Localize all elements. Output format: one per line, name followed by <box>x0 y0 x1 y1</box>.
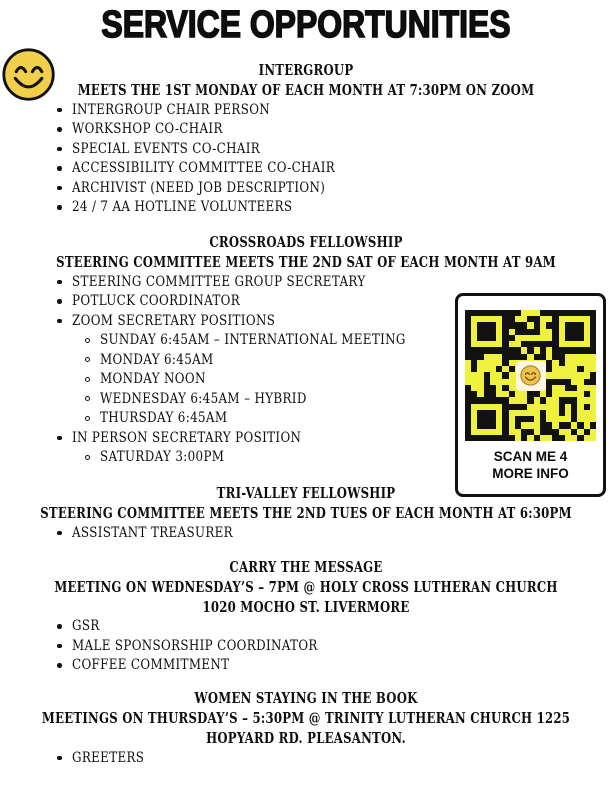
circle-bullet-icon <box>85 455 90 460</box>
position-list <box>0 523 612 543</box>
section-title: WOMEN STAYING IN THE BOOK <box>194 689 418 707</box>
bullet-icon <box>57 756 62 761</box>
bullet-icon <box>57 436 62 441</box>
list-subitem: THURSDAY 6:45AM <box>85 409 612 429</box>
circle-bullet-icon <box>85 416 90 421</box>
list-item: ASSISTANT TREASURER <box>57 523 612 543</box>
section-title: CROSSROADS FELLOWSHIP <box>209 233 403 251</box>
section-subtitle: STEERING COMMITTEE MEETS THE 2ND TUES OF EACH MONTH AT 6:30PM <box>40 504 572 522</box>
circle-bullet-icon <box>85 377 90 382</box>
section-title: INTERGROUP <box>258 61 354 79</box>
section-title: TRI-VALLEY FELLOWSHIP <box>216 484 396 502</box>
circle-bullet-icon <box>85 396 90 401</box>
list-item: IN PERSON SECRETARY POSITION <box>57 428 612 448</box>
bullet-icon <box>57 147 62 152</box>
bullet-icon <box>57 531 62 536</box>
qr-code <box>465 310 596 441</box>
section-subtitle: MEETINGS ON THURSDAY’S – 5:30PM @ TRINITY LUTHERAN CHURCH 1225 <box>41 709 571 727</box>
section-subtitle: STEERING COMMITTEE MEETS THE 2ND SAT OF EACH MONTH AT 9AM <box>56 253 556 271</box>
list-item: INTERGROUP CHAIR PERSON <box>57 100 612 120</box>
position-list <box>0 748 612 768</box>
bullet-icon <box>57 186 62 191</box>
section-subtitle: MEETING ON WEDNESDAY’S – 7PM @ HOLY CROSS LUTHERAN CHURCH <box>54 577 558 596</box>
section-women-staying-in-the-book <box>0 688 612 768</box>
position-list <box>0 617 612 676</box>
section-subtitle-line2: 1020 MOCHO ST. LIVERMORE <box>202 597 410 616</box>
section-title: CARRY THE MESSAGE <box>229 557 383 576</box>
qr-caption: SCAN ME 4 MORE INFO <box>492 449 569 481</box>
list-subitem: SATURDAY 3:00PM <box>85 448 612 468</box>
list-item: MALE SPONSORSHIP COORDINATOR <box>57 636 612 656</box>
list-item: GREETERS <box>57 748 612 768</box>
list-subitem: SUNDAY 6:45AM – INTERNATIONAL MEETING <box>85 331 612 351</box>
list-item: WORKSHOP CO-CHAIR <box>57 120 612 140</box>
qr-info-card <box>455 293 606 497</box>
list-item: STEERING COMMITTEE GROUP SECRETARY <box>57 272 612 292</box>
bullet-icon <box>57 205 62 210</box>
bullet-icon <box>57 624 62 629</box>
circle-bullet-icon <box>85 338 90 343</box>
section-subtitle-line2: HOPYARD RD. PLEASANTON. <box>206 729 406 747</box>
list-item: ZOOM SECRETARY POSITIONS <box>57 311 612 331</box>
list-item: ARCHIVIST (NEED JOB DESCRIPTION) <box>57 178 612 198</box>
section-carry-the-message <box>0 557 612 676</box>
list-subitem: MONDAY NOON <box>85 370 612 390</box>
bullet-icon <box>57 108 62 113</box>
list-item: POTLUCK COORDINATOR <box>57 292 612 312</box>
bullet-icon <box>57 319 62 324</box>
list-item: ACCESSIBILITY COMMITTEE CO-CHAIR <box>57 159 612 179</box>
list-item: 24 / 7 AA HOTLINE VOLUNTEERS <box>57 198 612 218</box>
list-item: GSR <box>57 617 612 637</box>
circle-bullet-icon <box>85 357 90 362</box>
bullet-icon <box>57 299 62 304</box>
section-tri-valley-fellowship <box>0 483 612 543</box>
bullet-icon <box>57 280 62 285</box>
bullet-icon <box>57 644 62 649</box>
section-subtitle: MEETS THE 1ST MONDAY OF EACH MONTH AT 7:30PM ON ZOOM <box>77 81 535 99</box>
list-item: COFFEE COMMITMENT <box>57 656 612 676</box>
page-title: SERVICE OPPORTUNITIES <box>101 4 511 46</box>
bullet-icon <box>57 663 62 668</box>
list-item: SPECIAL EVENTS CO-CHAIR <box>57 139 612 159</box>
list-subitem: MONDAY 6:45AM <box>85 350 612 370</box>
section-intergroup <box>0 60 612 217</box>
bullet-icon <box>57 166 62 171</box>
smiley-icon-small <box>516 361 546 391</box>
position-list <box>0 100 612 217</box>
bullet-icon <box>57 127 62 132</box>
list-subitem: WEDNESDAY 6:45AM – HYBRID <box>85 389 612 409</box>
